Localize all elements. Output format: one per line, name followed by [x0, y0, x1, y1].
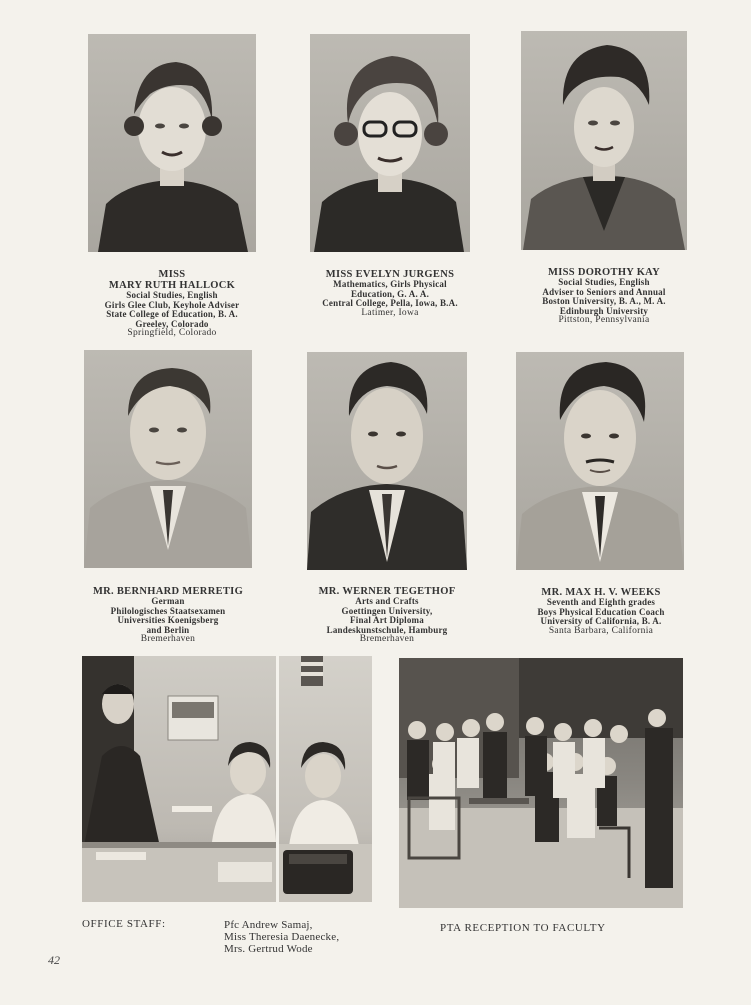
portrait-woman-figure [521, 31, 687, 250]
portrait-photo-tegethof [307, 352, 467, 570]
faculty-detail: Philologisches Staatsexamen [110, 605, 226, 616]
faculty-caption-hallock [70, 269, 274, 339]
portrait-woman-figure [88, 34, 256, 252]
portrait-photo-weeks [516, 352, 684, 570]
pta-reception-scene [399, 658, 683, 908]
faculty-hometown: Bremerhaven [140, 634, 196, 644]
page-number: 42 [48, 953, 60, 967]
faculty-detail: University of California, B. A. [540, 616, 662, 626]
faculty-name: MR. WERNER TEGETHOF [318, 586, 456, 597]
faculty-caption-jurgens [290, 269, 490, 318]
office-staff-label: OFFICE STAFF: [82, 918, 166, 930]
faculty-name: MISS EVELYN JURGENS [325, 269, 455, 280]
faculty-detail: Girls Glee Club, Keyhole Adviser [104, 299, 240, 310]
faculty-name: MARY RUTH HALLOCK [108, 280, 236, 291]
faculty-detail: and Berlin [146, 624, 190, 635]
faculty-detail: Universities Koenigsberg [117, 615, 219, 625]
office-staff-member: Pfc Andrew Samaj, [224, 919, 313, 931]
faculty-detail: Education, G. A. A. [350, 288, 430, 299]
faculty-detail: Central College, Pella, Iowa, B.A. [322, 298, 458, 308]
faculty-detail: Final Art Diploma [350, 615, 424, 625]
faculty-name: MISS [158, 269, 186, 280]
faculty-detail: Greeley, Colorado [135, 318, 209, 329]
office-staff-names [224, 919, 339, 955]
office-staff-photo-right [279, 656, 372, 902]
faculty-detail: Arts and Crafts [355, 596, 419, 606]
faculty-detail: Social Studies, English [126, 290, 218, 300]
pta-caption: PTA RECEPTION TO FACULTY [440, 922, 606, 934]
faculty-hometown: Santa Barbara, California [548, 625, 654, 636]
faculty-hometown: Pittston, Pennsylvania [558, 315, 650, 325]
office-staff-member: Miss Theresia Daenecke, [224, 931, 340, 943]
faculty-detail: Landeskunstschule, Hamburg [326, 624, 448, 635]
faculty-detail: German [151, 596, 185, 606]
faculty-detail: Boston University, B. A., M. A. [542, 296, 666, 306]
faculty-name: MISS DOROTHY KAY [548, 267, 660, 278]
faculty-hometown: Latimer, Iowa [361, 307, 419, 318]
pta-reception-photo [399, 658, 683, 908]
office-scene [82, 656, 276, 902]
faculty-detail: Social Studies, English [558, 277, 650, 287]
faculty-caption-weeks [502, 587, 700, 636]
office-scene-typist [279, 656, 372, 902]
faculty-name: MR. BERNHARD MERRETIG [92, 586, 244, 597]
portrait-woman-figure [310, 34, 470, 252]
office-staff-photo-left [82, 656, 276, 902]
portrait-photo-hallock [88, 34, 256, 252]
faculty-detail: Boys Physical Education Coach [537, 606, 665, 617]
portrait-man-figure [516, 352, 684, 570]
portrait-man-figure [307, 352, 467, 570]
faculty-caption-kay [506, 267, 702, 326]
portrait-photo-jurgens [310, 34, 470, 252]
office-staff-member: Mrs. Gertrud Wode [224, 943, 313, 955]
portrait-man-figure [84, 350, 252, 568]
portrait-photo-kay [521, 31, 687, 250]
faculty-detail: Goettingen University, [341, 605, 433, 616]
faculty-caption-tegethof [288, 586, 486, 645]
faculty-name: MR. MAX H. V. WEEKS [541, 587, 661, 598]
faculty-hometown: Springfield, Colorado [127, 328, 217, 338]
faculty-hometown: Bremerhaven [359, 634, 415, 644]
faculty-detail: Mathematics, Girls Physical [333, 279, 447, 289]
faculty-caption-merretig [66, 586, 270, 645]
faculty-detail: Adviser to Seniors and Annual [542, 286, 666, 297]
faculty-detail: Seventh and Eighth grades [546, 597, 656, 607]
faculty-detail: State College of Education, B. A. [106, 309, 238, 319]
portrait-photo-merretig [84, 350, 252, 568]
faculty-detail: Edinburgh University [559, 305, 649, 316]
